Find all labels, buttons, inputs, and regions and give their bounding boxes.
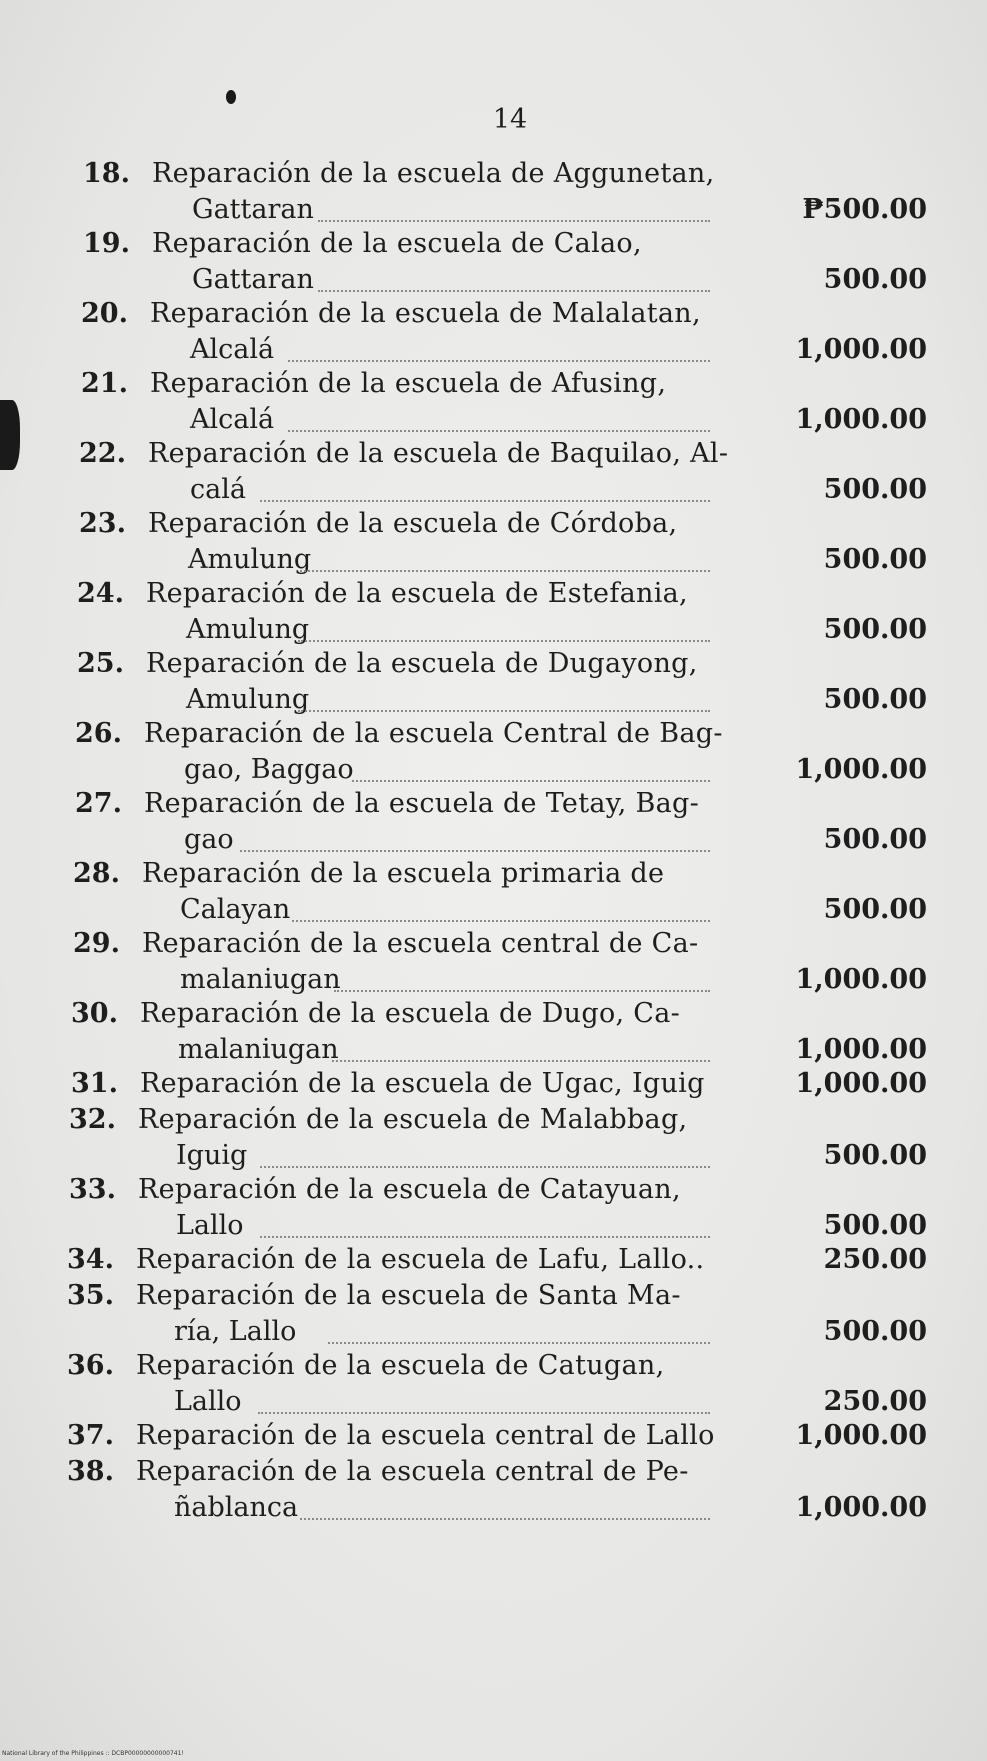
- entry-description: Reparación de la escuela de Aggunetan,: [152, 158, 715, 189]
- entry-description-continued: Iguig: [176, 1140, 248, 1171]
- entry-amount: 500.00: [823, 684, 927, 715]
- dot-leader: [288, 430, 710, 432]
- entry-number: 34.: [67, 1244, 114, 1275]
- dot-leader: [300, 570, 710, 572]
- entry-description: Reparación de la escuela de Baquilao, Al-: [148, 438, 729, 469]
- entry-description-continued: malaniugan: [178, 1034, 339, 1065]
- dot-leader: [258, 1412, 710, 1414]
- entry-description-continued: calá: [190, 474, 246, 505]
- dot-leader: [300, 1518, 710, 1520]
- dot-leader: [292, 920, 710, 922]
- entry-description: Reparación de la escuela de Córdoba,: [148, 508, 678, 539]
- entry-amount: 500.00: [823, 824, 927, 855]
- entry-number: 30.: [71, 998, 118, 1029]
- entry-number: 21.: [81, 368, 128, 399]
- entry-amount: ₱500.00: [802, 194, 927, 225]
- budget-entry: [0, 1174, 987, 1246]
- entry-description: Reparación de la escuela central de Ca-: [142, 928, 699, 959]
- budget-entry: [0, 1068, 987, 1104]
- entry-number: 25.: [77, 648, 124, 679]
- entry-number: 19.: [83, 228, 130, 259]
- entry-amount: 1,000.00: [795, 1034, 927, 1065]
- entry-description: Reparación de la escuela de Calao,: [152, 228, 642, 259]
- page-number: 14: [492, 104, 528, 135]
- entry-number: 36.: [67, 1350, 114, 1381]
- budget-entry: [0, 1244, 987, 1280]
- entry-description-continued: Lallo: [174, 1386, 242, 1417]
- dot-leader: [318, 290, 710, 292]
- entry-number: 28.: [73, 858, 120, 889]
- dot-leader: [260, 1166, 710, 1168]
- entry-number: 31.: [71, 1068, 118, 1099]
- dot-leader: [298, 710, 710, 712]
- entry-amount: 1,000.00: [795, 1068, 927, 1099]
- entry-amount: 500.00: [823, 614, 927, 645]
- entry-number: 27.: [75, 788, 122, 819]
- entry-amount: 1,000.00: [795, 964, 927, 995]
- entry-description-continued: Alcalá: [190, 334, 275, 365]
- entry-description-continued: gao, Baggao: [184, 754, 354, 785]
- entry-amount: 500.00: [823, 1140, 927, 1171]
- entry-description-continued: Lallo: [176, 1210, 244, 1241]
- budget-entry: [0, 508, 987, 580]
- entry-amount: 1,000.00: [795, 334, 927, 365]
- entry-description: Reparación de la escuela primaria de: [142, 858, 665, 889]
- entry-amount: 500.00: [823, 1210, 927, 1241]
- budget-entry: [0, 648, 987, 720]
- entry-description-continued: ñablanca: [174, 1492, 299, 1523]
- entry-description-continued: ría, Lallo: [174, 1316, 297, 1347]
- entry-description-continued: malaniugan: [180, 964, 341, 995]
- budget-entry: [0, 1350, 987, 1422]
- entry-number: 18.: [83, 158, 130, 189]
- entry-description-continued: Amulung: [186, 684, 310, 715]
- dot-leader: [260, 1236, 710, 1238]
- entry-amount: 250.00: [823, 1244, 927, 1275]
- entry-description: Reparación de la escuela Central de Bag-: [144, 718, 723, 749]
- entry-description: Reparación de la escuela central de Lallo: [136, 1420, 715, 1451]
- entry-amount: 1,000.00: [795, 1420, 927, 1451]
- entry-amount: 500.00: [823, 544, 927, 575]
- dot-leader: [334, 990, 710, 992]
- entry-number: 37.: [67, 1420, 114, 1451]
- dot-leader: [260, 500, 710, 502]
- entry-description-continued: Gattaran: [192, 264, 314, 295]
- entry-description-continued: Calayan: [180, 894, 291, 925]
- dot-leader: [240, 850, 710, 852]
- entry-description: Reparación de la escuela de Malalatan,: [150, 298, 701, 329]
- entry-description-continued: Amulung: [188, 544, 312, 575]
- entry-number: 22.: [79, 438, 126, 469]
- dot-leader: [332, 1060, 710, 1062]
- entry-description-continued: Alcalá: [190, 404, 275, 435]
- budget-entry: [0, 1420, 987, 1456]
- dot-leader: [352, 780, 710, 782]
- dot-leader: [328, 1342, 710, 1344]
- entry-amount: 500.00: [823, 474, 927, 505]
- budget-entry: [0, 928, 987, 1000]
- entry-number: 24.: [77, 578, 124, 609]
- entry-number: 33.: [69, 1174, 116, 1205]
- budget-entry: [0, 578, 987, 650]
- entry-number: 23.: [79, 508, 126, 539]
- entry-amount: 500.00: [823, 894, 927, 925]
- entry-amount: 1,000.00: [795, 1492, 927, 1523]
- budget-entry: [0, 858, 987, 930]
- entry-number: 32.: [69, 1104, 116, 1135]
- entry-number: 38.: [67, 1456, 114, 1487]
- entry-description: Reparación de la escuela de Catugan,: [136, 1350, 665, 1381]
- entry-description: Reparación de la escuela de Ugac, Iguig: [140, 1068, 705, 1099]
- entry-description-continued: Amulung: [186, 614, 310, 645]
- budget-entry: [0, 1280, 987, 1352]
- entry-number: 20.: [81, 298, 128, 329]
- entry-description: Reparación de la escuela de Lafu, Lallo..: [136, 1244, 705, 1275]
- budget-entry: [0, 1104, 987, 1176]
- entry-amount: 1,000.00: [795, 754, 927, 785]
- ink-speck: [226, 90, 236, 104]
- dot-leader: [288, 360, 710, 362]
- budget-entry: [0, 158, 987, 230]
- entry-description: Reparación de la escuela de Santa Ma-: [136, 1280, 681, 1311]
- footer-credit: National Library of the Philippines :: DCBP00000000000741!: [2, 1750, 184, 1757]
- budget-entry: [0, 368, 987, 440]
- entry-number: 35.: [67, 1280, 114, 1311]
- entry-description: Reparación de la escuela de Dugo, Ca-: [140, 998, 681, 1029]
- entry-description: Reparación de la escuela de Malabbag,: [138, 1104, 688, 1135]
- budget-entry: [0, 998, 987, 1070]
- entry-description: Reparación de la escuela de Dugayong,: [146, 648, 698, 679]
- entry-amount: 500.00: [823, 264, 927, 295]
- budget-entry: [0, 718, 987, 790]
- entry-description: Reparación de la escuela de Tetay, Bag-: [144, 788, 700, 819]
- budget-entry: [0, 438, 987, 510]
- entry-description: Reparación de la escuela central de Pe-: [136, 1456, 689, 1487]
- dot-leader: [298, 640, 710, 642]
- entry-description: Reparación de la escuela de Afusing,: [150, 368, 667, 399]
- budget-entry: [0, 1456, 987, 1528]
- budget-entry: [0, 788, 987, 860]
- entry-amount: 250.00: [823, 1386, 927, 1417]
- dot-leader: [318, 220, 710, 222]
- entry-number: 29.: [73, 928, 120, 959]
- entry-description: Reparación de la escuela de Catayuan,: [138, 1174, 681, 1205]
- budget-entry: [0, 228, 987, 300]
- budget-entry: [0, 298, 987, 370]
- entry-description: Reparación de la escuela de Estefania,: [146, 578, 688, 609]
- entry-amount: 500.00: [823, 1316, 927, 1347]
- entry-description-continued: gao: [184, 824, 234, 855]
- entry-description-continued: Gattaran: [192, 194, 314, 225]
- entry-number: 26.: [75, 718, 122, 749]
- entry-amount: 1,000.00: [795, 404, 927, 435]
